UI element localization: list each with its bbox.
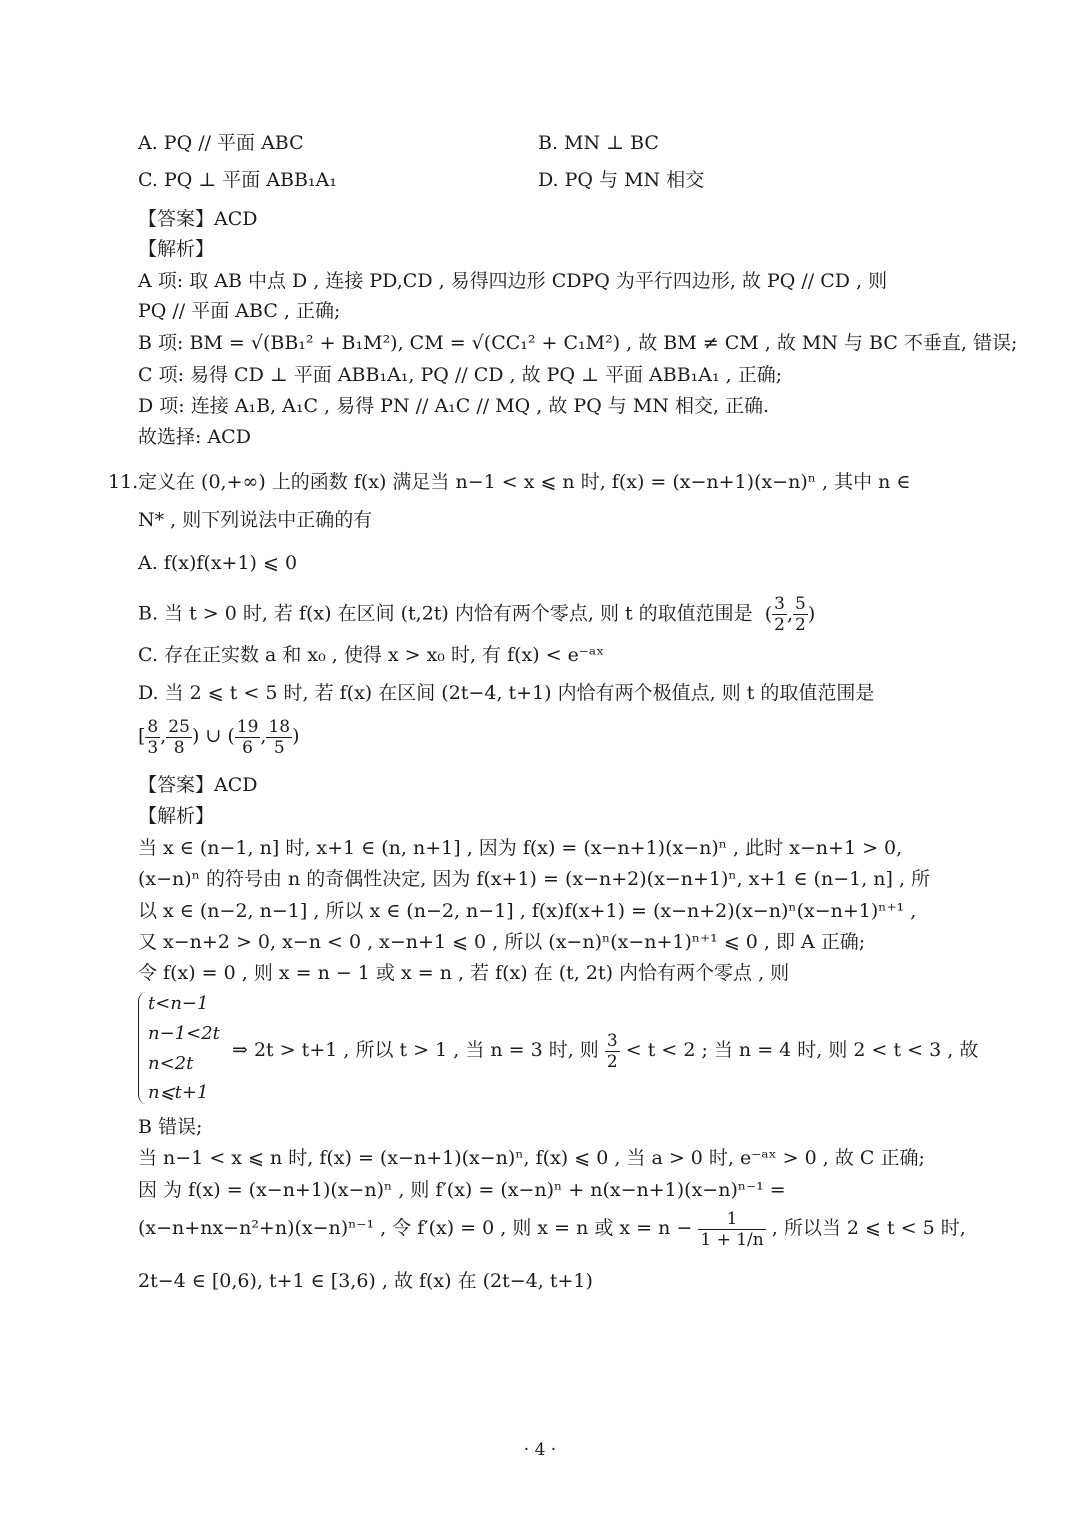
option-b-q10: B. MN ⊥ BC — [538, 132, 659, 154]
system-row: n⩽t+1 — [148, 1082, 209, 1103]
analysis-line: 当 x ∈ (n−1, n] 时, x+1 ∈ (n, n+1] , 因为 f(x) = (x−n+1)(x−n)ⁿ , 此时 x−n+1 > 0, — [138, 837, 903, 859]
system-conclusion: ⇒ 2t > t+1 , 所以 t > 1 , 当 n = 3 时, 则 $\frac{3}{2}$ < t < 2 ; 当 n = 4 时, 则 2 < t < 3 , 故 — [232, 1030, 979, 1072]
option-b-text: B. 当 t > 0 时, 若 f(x) 在区间 (t,2t) 内恰有两个零点, 则 t 的取值范围是 — [138, 602, 753, 625]
system-row: n−1<2t — [148, 1023, 220, 1044]
analysis-label-q11: 【解析】 — [138, 805, 215, 827]
system-row: t<n−1 — [148, 993, 209, 1014]
answer-q11: 【答案】ACD — [138, 774, 258, 796]
analysis-line: (x−n)ⁿ 的符号由 n 的奇偶性决定, 因为 f(x+1) = (x−n+2)(x−n+1)ⁿ, x+1 ∈ (n−1, n] , 所 — [138, 868, 931, 890]
analysis-line: B 项: BM = √(BB₁² + B₁M²), CM = √(CC₁² + C₁M²) , 故 BM ≠ CM , 故 MN 与 BC 不垂直, 错误; — [138, 332, 1018, 354]
brace — [138, 992, 147, 1104]
analysis-line: 因 为 f(x) = (x−n+1)(x−n)ⁿ , 则 f′(x) = (x−n)ⁿ + n(x−n+1)(x−n)ⁿ⁻¹ = — [138, 1179, 786, 1201]
analysis-line: D 项: 连接 A₁B, A₁C , 易得 PN // A₁C // MQ , 故 PQ 与 MN 相交, 正确. — [138, 395, 770, 417]
option-b-q11 — [138, 594, 815, 635]
question-stem: N* , 则下列说法中正确的有 — [138, 509, 373, 531]
question-number: 11. — [108, 471, 139, 493]
option-d-interval: [ $\frac{8}{3}$ , $\frac{25}{8}$ ) ∪ ( $\frac{19}{6}$ , $\frac{18}{5}$ ) — [138, 716, 300, 758]
analysis-line: 令 f(x) = 0 , 则 x = n − 1 或 x = n , 若 f(x) 在 (t, 2t) 内恰有两个零点 , 则 — [138, 962, 790, 984]
answer-q10: 【答案】ACD — [138, 208, 258, 230]
analysis-line: 故选择: ACD — [138, 426, 251, 448]
analysis-line: A 项: 取 AB 中点 D , 连接 PD,CD , 易得四边形 CDPQ 为平行四边形, 故 PQ // CD , 则 — [138, 270, 888, 292]
analysis-line: C 项: 易得 CD ⊥ 平面 ABB₁A₁, PQ // CD , 故 PQ ⊥ 平面 ABB₁A₁ , 正确; — [138, 364, 783, 386]
option-c-q11: C. 存在正实数 a 和 x₀ , 使得 x > x₀ 时, 有 f(x) < e⁻ᵃˣ — [138, 644, 605, 666]
inequality-system — [138, 992, 234, 1106]
analysis-line: 以 x ∈ (n−2, n−1] , 所以 x ∈ (n−2, n−1] , f(x)f(x+1) = (x−n+2)(x−n)ⁿ(x−n+1)ⁿ⁺¹ , — [138, 900, 917, 922]
analysis-label-q10: 【解析】 — [138, 238, 215, 260]
option-a-q11: A. f(x)f(x+1) ⩽ 0 — [138, 552, 298, 574]
analysis-line: 2t−4 ∈ [0,6), t+1 ∈ [3,6) , 故 f(x) 在 (2t−4, t+1) — [138, 1270, 593, 1292]
analysis-line: 又 x−n+2 > 0, x−n < 0 , x−n+1 ⩽ 0 , 所以 (x−n)ⁿ(x−n+1)ⁿ⁺¹ ⩽ 0 , 即 A 正确; — [138, 931, 866, 953]
analysis-line: B 错误; — [138, 1116, 203, 1138]
option-d-q10: D. PQ 与 MN 相交 — [538, 169, 705, 191]
analysis-line: PQ // 平面 ABC , 正确; — [138, 300, 341, 322]
option-d-q11: D. 当 2 ⩽ t < 5 时, 若 f(x) 在区间 (2t−4, t+1) 内恰有两个极值点, 则 t 的取值范围是 — [138, 682, 875, 704]
interval: ( $\frac{3}{2}$ , $\frac{5}{2}$ ) — [758, 594, 816, 635]
question-stem: 定义在 (0,+∞) 上的函数 f(x) 满足当 n−1 < x ⩽ n 时, f(x) = (x−n+1)(x−n)ⁿ , 其中 n ∈ — [138, 471, 911, 493]
derivative-line: (x−n+nx−n²+n)(x−n)ⁿ⁻¹ , 令 f′(x) = 0 , 则 x = n 或 x = n − $\frac{1}{1 + 1/n}$ , 所以当 2 ⩽ t < 5 时, — [138, 1208, 966, 1250]
system-row: n<2t — [148, 1053, 194, 1074]
analysis-line: 当 n−1 < x ⩽ n 时, f(x) = (x−n+1)(x−n)ⁿ, f(x) ⩽ 0 , 当 a > 0 时, e⁻ᵃˣ > 0 , 故 C 正确; — [138, 1147, 925, 1169]
page-number: · 4 · — [523, 1440, 557, 1460]
option-c-q10: C. PQ ⊥ 平面 ABB₁A₁ — [138, 169, 337, 191]
option-a-q10: A. PQ // 平面 ABC — [138, 132, 304, 154]
